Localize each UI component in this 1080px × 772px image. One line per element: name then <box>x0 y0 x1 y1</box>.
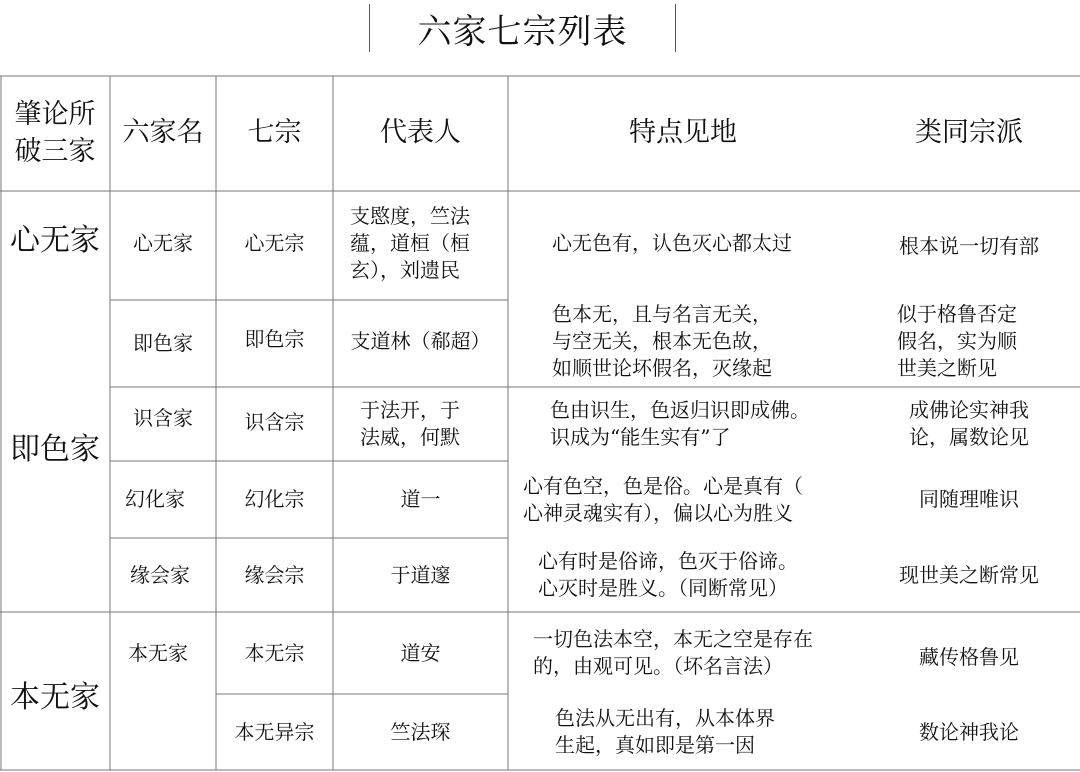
table-row-6-six <box>110 694 216 770</box>
table-row-3-rep: 道一 <box>400 487 441 511</box>
table-row-6-similar: 数论神我论 <box>919 719 1019 744</box>
table-row-5-similar: 藏传格鲁见 <box>919 644 1019 669</box>
table-row-3-seven: 幻化宗 <box>244 487 305 511</box>
table-row-1-seven: 即色宗 <box>244 326 305 351</box>
table-row-1-similar: 似于格鲁否定 假名，实为顺 世美之断见 <box>897 302 1017 380</box>
table-row-1-rep: 支道林（郗超） <box>350 328 491 353</box>
table-row-0-six: 心无家 <box>133 231 193 255</box>
table-row-2-six: 识含家 <box>133 405 193 430</box>
header-views: 特点见地 <box>629 117 737 149</box>
group-xinwu: 心无家 <box>10 222 100 258</box>
group-benwu: 本无家 <box>10 679 100 715</box>
table-row-2-similar: 成佛论实神我 论，属数论见 <box>909 398 1029 449</box>
table-row-2-view: 色由识生，色返归识即成佛。 识成为“能生实有”了 <box>550 398 810 449</box>
header-six-schools: 六家名 <box>122 117 204 149</box>
header-representatives: 代表人 <box>380 117 461 149</box>
table-row-3-similar: 同随理唯识 <box>919 487 1019 511</box>
group-jise: 即色家 <box>10 431 100 467</box>
table-row-6-seven: 本无异宗 <box>234 719 315 744</box>
table-row-1-view: 色本无，且与名言无关， 与空无关，根本无色故， 如顺世论坏假名，灭缘起 <box>552 302 772 380</box>
table-row-5-six: 本无家 <box>128 640 188 665</box>
table-row-0-rep: 支愍度，竺法 蕴，道桓（桓 玄），刘遗民 <box>350 204 470 282</box>
table-title: 六家七宗列表 <box>369 4 676 52</box>
table-row-0-seven: 心无宗 <box>244 231 305 255</box>
table-row-4-similar: 现世美之断常见 <box>899 562 1039 587</box>
table-row-5-seven: 本无宗 <box>244 640 305 665</box>
header-seven-sects: 七宗 <box>247 117 302 149</box>
table-row-0-similar: 根本说一切有部 <box>899 233 1039 258</box>
table-row-4-seven: 缘会宗 <box>244 562 305 587</box>
table-row-4-rep: 于道邃 <box>390 562 451 587</box>
table-row-2-seven: 识含宗 <box>244 409 305 434</box>
header-similar-schools: 类同宗派 <box>915 117 1023 149</box>
header-broken-three: 肇论所 破三家 <box>14 99 96 167</box>
table-row-0-view: 心无色有，认色灭心都太过 <box>552 231 792 255</box>
table-row-4-six: 缘会家 <box>130 562 190 587</box>
table-row-4-view: 心有时是俗谛，色灭于俗谛。 心灭时是胜义。（同断常见） <box>538 549 798 600</box>
table-row-1-six: 即色家 <box>133 331 193 355</box>
table-row-3-view: 心有色空，色是俗。心是真有（ 心神灵魂实有），偏以心为胜义 <box>523 473 803 525</box>
table-row-6-view: 色法从无出有，从本体界 生起，真如即是第一因 <box>555 706 775 757</box>
table-row-6-rep: 竺法琛 <box>390 719 451 744</box>
table-row-5-view: 一切色法本空，本无之空是存在 的，由观可见。（坏名言法） <box>533 627 813 678</box>
table-row-2-rep: 于法开，于 法威，何默 <box>360 398 460 449</box>
table-row-3-six: 幻化家 <box>125 487 185 511</box>
table-row-5-rep: 道安 <box>400 640 441 665</box>
